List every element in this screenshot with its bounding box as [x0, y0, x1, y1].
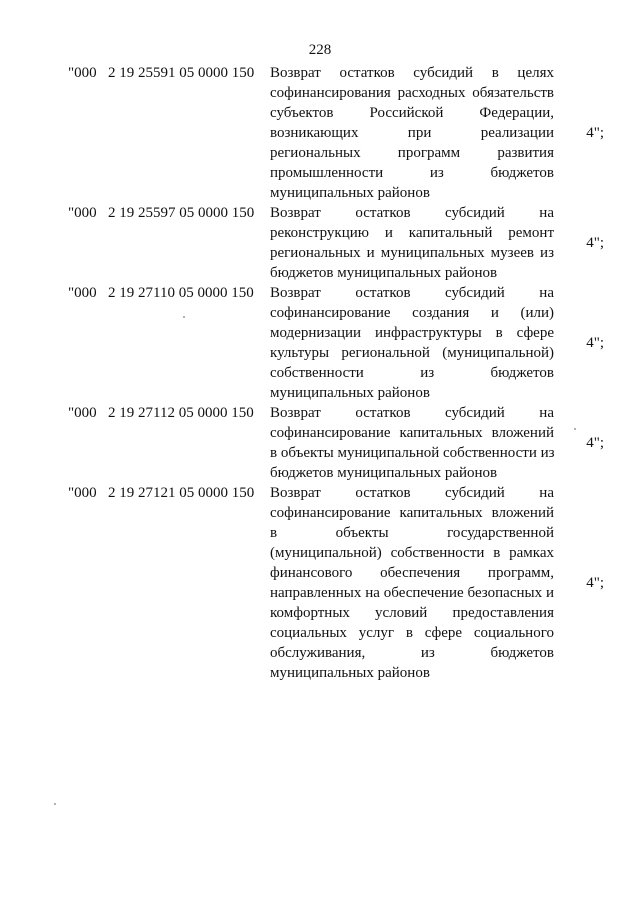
table-row: [68, 63, 608, 203]
description-line: Возврат остатков субсидий на: [270, 405, 554, 421]
row-prefix: "000: [68, 285, 97, 301]
income-description: [270, 483, 554, 683]
row-prefix: "000: [68, 405, 97, 421]
description-line: муниципальных районов: [270, 385, 430, 401]
description-line: культуры региональной (муниципальной): [270, 345, 554, 361]
standard-value: [554, 283, 608, 403]
table-row: [68, 483, 608, 683]
standard-value: [554, 203, 608, 283]
row-prefix: "000: [68, 485, 97, 501]
description-line: Возврат остатков субсидий на: [270, 285, 554, 301]
budget-code: 2 19 25597 05 0000 150: [108, 205, 255, 221]
description-line: софинансирование капитальных вложений: [270, 425, 554, 441]
income-description: [270, 203, 554, 283]
row-prefix: "000: [68, 205, 97, 221]
budget-code: 2 19 27110 05 0000 150: [108, 285, 254, 301]
budget-code: 2 19 27112 05 0000 150: [108, 405, 254, 421]
description-line: Возврат остатков субсидий на: [270, 205, 554, 221]
table-row: [68, 203, 608, 283]
income-description: [270, 283, 554, 403]
standard-value-text: 4";: [586, 235, 604, 251]
description-line: возникающих при реализации: [270, 125, 554, 141]
description-line: бюджетов муниципальных районов: [270, 465, 498, 481]
table-row: [68, 403, 608, 483]
page-number: 228: [308, 42, 332, 58]
standard-value-text: 4";: [586, 435, 604, 451]
standard-value: [554, 483, 608, 683]
description-line: софинансирование создания и (или): [270, 305, 554, 321]
description-line: Возврат остатков субсидий на: [270, 485, 554, 501]
scan-speck: [574, 428, 576, 430]
description-line: субъектов Российской Федерации,: [270, 105, 554, 121]
description-line: муниципальных районов: [270, 185, 430, 201]
standard-value: [554, 63, 608, 203]
description-line: социальных услуг в сфере социального: [270, 625, 554, 641]
standard-value-text: 4";: [586, 125, 604, 141]
budget-code: 2 19 25591 05 0000 150: [108, 65, 255, 81]
description-line: софинансирование капитальных вложений: [270, 505, 554, 521]
description-line: финансового обеспечения программ,: [270, 565, 554, 581]
description-line: региональных и муниципальных музеев из: [270, 245, 554, 261]
description-line: комфортных условий предоставления: [270, 605, 554, 621]
standard-value: [554, 403, 608, 483]
description-line: бюджетов муниципальных районов: [270, 265, 498, 281]
description-line: Возврат остатков субсидий в целях: [270, 65, 554, 81]
description-line: в объекты муниципальной собственности из: [270, 445, 555, 461]
income-description: [270, 63, 554, 203]
description-line: направленных на обеспечение безопасных и: [270, 585, 554, 601]
table-row: [68, 283, 608, 403]
description-line: реконструкцию и капитальный ремонт: [270, 225, 554, 241]
standard-value-text: 4";: [586, 335, 604, 351]
description-line: обслуживания, из бюджетов: [270, 645, 554, 661]
budget-code: 2 19 27121 05 0000 150: [108, 485, 255, 501]
budget-codes-table: [68, 63, 608, 683]
description-line: региональных программ развития: [270, 145, 554, 161]
description-line: промышленности из бюджетов: [270, 165, 554, 181]
standard-value-text: 4";: [586, 575, 604, 591]
description-line: модернизации инфраструктуры в сфере: [270, 325, 554, 341]
scan-speck: [183, 316, 185, 318]
row-prefix: "000: [68, 65, 97, 81]
income-description: [270, 403, 554, 483]
description-line: собственности из бюджетов: [270, 365, 554, 381]
description-line: софинансирования расходных обязательств: [270, 85, 554, 101]
description-line: (муниципальной) собственности в рамках: [270, 545, 554, 561]
description-line: в объекты государственной: [270, 525, 554, 541]
scan-speck: [54, 803, 56, 805]
description-line: муниципальных районов: [270, 665, 430, 681]
